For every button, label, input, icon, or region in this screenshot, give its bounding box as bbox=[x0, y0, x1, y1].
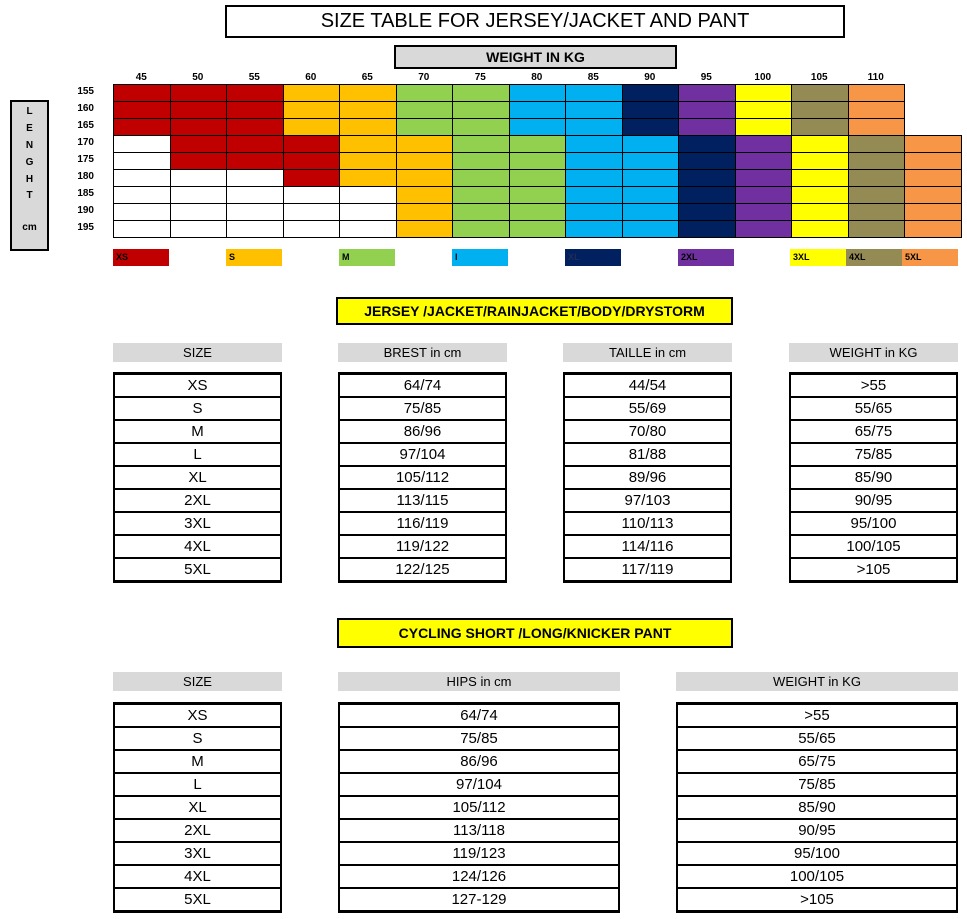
grid-cell-m bbox=[452, 101, 510, 119]
grid-cell-3xl bbox=[791, 152, 849, 170]
grid-cell-l bbox=[565, 84, 623, 102]
grid-cell-none bbox=[170, 220, 228, 238]
length-letter: N bbox=[25, 140, 34, 151]
grid-cell-xs bbox=[283, 135, 341, 153]
grid-cell-xl bbox=[678, 186, 736, 204]
grid-cell-5xl bbox=[904, 220, 962, 238]
jersey-section-title: JERSEY /JACKET/RAINJACKET/BODY/DRYSTORM bbox=[336, 297, 733, 325]
grid-cell-4xl bbox=[848, 152, 906, 170]
grid-cell-none bbox=[113, 203, 171, 221]
grid-cell-5xl bbox=[904, 169, 962, 187]
table-cell: 90/95 bbox=[789, 489, 958, 512]
grid-cell-l bbox=[622, 220, 680, 238]
weight-tick-label: 85 bbox=[587, 72, 599, 83]
grid-cell-l bbox=[565, 203, 623, 221]
grid-cell-m bbox=[509, 220, 567, 238]
table-cell: 90/95 bbox=[676, 819, 958, 842]
grid-cell-l bbox=[565, 169, 623, 187]
grid-cell-s bbox=[283, 118, 341, 136]
grid-cell-xl bbox=[678, 169, 736, 187]
height-tick-label: 180 bbox=[77, 171, 94, 183]
table-cell: 75/85 bbox=[338, 397, 507, 420]
table-cell: >105 bbox=[676, 888, 958, 911]
grid-cell-none bbox=[226, 186, 284, 204]
grid-cell-5xl bbox=[904, 203, 962, 221]
table-cell: 2XL bbox=[113, 489, 282, 512]
grid-cell-none bbox=[170, 169, 228, 187]
table-cell: XS bbox=[113, 704, 282, 727]
grid-cell-l bbox=[622, 135, 680, 153]
legend-swatch-s: S bbox=[226, 249, 282, 266]
column-header: BREST in cm bbox=[338, 343, 507, 362]
table-cell: 119/122 bbox=[338, 535, 507, 558]
table-cell: M bbox=[113, 750, 282, 773]
height-tick-label: 175 bbox=[77, 154, 94, 166]
grid-cell-m bbox=[509, 203, 567, 221]
table-cell: 65/75 bbox=[789, 420, 958, 443]
grid-cell-m bbox=[509, 169, 567, 187]
grid-cell-4xl bbox=[848, 203, 906, 221]
weight-tick-label: 110 bbox=[867, 72, 884, 83]
legend-swatch-3xl: 3XL bbox=[790, 249, 846, 266]
length-letter: G bbox=[25, 157, 34, 168]
table-cell: M bbox=[113, 420, 282, 443]
grid-cell-5xl bbox=[848, 84, 906, 102]
grid-cell-3xl bbox=[791, 203, 849, 221]
weight-tick-label: 100 bbox=[754, 72, 772, 83]
grid-cell-4xl bbox=[848, 169, 906, 187]
table-cell: 81/88 bbox=[563, 443, 732, 466]
table-cell: 75/85 bbox=[676, 773, 958, 796]
grid-cell-4xl bbox=[848, 135, 906, 153]
grid-cell-4xl bbox=[848, 220, 906, 238]
table-cell: 64/74 bbox=[338, 374, 507, 397]
table-cell: 100/105 bbox=[789, 535, 958, 558]
table-cell: >55 bbox=[789, 374, 958, 397]
legend-swatch-xl: XL bbox=[565, 249, 621, 266]
table-cell: XS bbox=[113, 374, 282, 397]
grid-cell-4xl bbox=[791, 118, 849, 136]
grid-cell-s bbox=[283, 84, 341, 102]
grid-cell-l bbox=[622, 169, 680, 187]
weight-tick-label: 65 bbox=[361, 72, 373, 83]
weight-tick-label: 80 bbox=[531, 72, 543, 83]
grid-cell-xl bbox=[678, 203, 736, 221]
grid-cell-xs bbox=[170, 101, 228, 119]
legend-swatch-5xl: 5XL bbox=[902, 249, 958, 266]
grid-cell-5xl bbox=[848, 118, 906, 136]
grid-cell-xl bbox=[622, 84, 680, 102]
table-cell: 100/105 bbox=[676, 865, 958, 888]
grid-cell-xl bbox=[622, 118, 680, 136]
table-cell: 55/65 bbox=[789, 397, 958, 420]
table-cell: L bbox=[113, 773, 282, 796]
grid-cell-none bbox=[170, 186, 228, 204]
table-cell: XL bbox=[113, 466, 282, 489]
height-tick-label: 160 bbox=[77, 103, 94, 115]
table-cell: 85/90 bbox=[789, 466, 958, 489]
grid-cell-m bbox=[452, 186, 510, 204]
legend-swatch-m: M bbox=[339, 249, 395, 266]
table-cell: 105/112 bbox=[338, 466, 507, 489]
table-cell: 89/96 bbox=[563, 466, 732, 489]
grid-cell-xl bbox=[678, 135, 736, 153]
grid-cell-s bbox=[339, 152, 397, 170]
grid-cell-m bbox=[452, 203, 510, 221]
table-cell: >105 bbox=[789, 558, 958, 581]
grid-cell-l bbox=[509, 101, 567, 119]
table-cell: 119/123 bbox=[338, 842, 620, 865]
grid-cell-xs bbox=[113, 118, 171, 136]
table-cell: 95/100 bbox=[676, 842, 958, 865]
grid-cell-2xl bbox=[735, 186, 793, 204]
grid-cell-2xl bbox=[678, 118, 736, 136]
grid-cell-s bbox=[339, 169, 397, 187]
grid-cell-3xl bbox=[735, 84, 793, 102]
weight-tick-label: 75 bbox=[474, 72, 486, 83]
length-axis-label bbox=[10, 100, 49, 251]
table-cell: 110/113 bbox=[563, 512, 732, 535]
grid-cell-l bbox=[565, 135, 623, 153]
table-cell: 127-129 bbox=[338, 888, 620, 911]
table-cell: 86/96 bbox=[338, 420, 507, 443]
grid-cell-3xl bbox=[791, 220, 849, 238]
grid-cell-2xl bbox=[678, 101, 736, 119]
table-cell: S bbox=[113, 727, 282, 750]
grid-cell-xs bbox=[170, 135, 228, 153]
grid-cell-none bbox=[113, 220, 171, 238]
grid-cell-l bbox=[565, 101, 623, 119]
weight-tick-label: 55 bbox=[248, 72, 260, 83]
height-tick-label: 195 bbox=[77, 222, 94, 234]
grid-cell-xs bbox=[113, 101, 171, 119]
grid-cell-2xl bbox=[678, 84, 736, 102]
column-header: SIZE bbox=[113, 672, 282, 691]
table-cell: >55 bbox=[676, 704, 958, 727]
length-letter: H bbox=[25, 174, 34, 185]
grid-cell-5xl bbox=[904, 186, 962, 204]
grid-cell-s bbox=[339, 84, 397, 102]
length-letter: T bbox=[26, 190, 33, 201]
grid-cell-none bbox=[113, 152, 171, 170]
table-cell: 5XL bbox=[113, 888, 282, 911]
grid-cell-xs bbox=[283, 152, 341, 170]
grid-cell-xs bbox=[226, 118, 284, 136]
grid-cell-m bbox=[509, 135, 567, 153]
grid-cell-l bbox=[565, 186, 623, 204]
grid-cell-2xl bbox=[735, 152, 793, 170]
grid-cell-s bbox=[339, 135, 397, 153]
table-cell: 4XL bbox=[113, 865, 282, 888]
grid-cell-none bbox=[339, 220, 397, 238]
table-cell: 114/116 bbox=[563, 535, 732, 558]
table-cell: 95/100 bbox=[789, 512, 958, 535]
grid-cell-s bbox=[283, 101, 341, 119]
table-cell: 55/69 bbox=[563, 397, 732, 420]
weight-tick-label: 90 bbox=[644, 72, 656, 83]
grid-cell-3xl bbox=[791, 169, 849, 187]
grid-cell-m bbox=[509, 186, 567, 204]
column-header: WEIGHT in KG bbox=[789, 343, 958, 362]
grid-cell-xs bbox=[283, 169, 341, 187]
grid-cell-none bbox=[226, 169, 284, 187]
weight-tick-label: 60 bbox=[305, 72, 317, 83]
grid-cell-m bbox=[452, 220, 510, 238]
grid-cell-m bbox=[452, 84, 510, 102]
height-tick-label: 190 bbox=[77, 205, 94, 217]
grid-cell-m bbox=[396, 101, 454, 119]
table-cell: 124/126 bbox=[338, 865, 620, 888]
grid-cell-xs bbox=[113, 84, 171, 102]
table-cell: 44/54 bbox=[563, 374, 732, 397]
grid-cell-m bbox=[452, 152, 510, 170]
grid-cell-s bbox=[396, 203, 454, 221]
grid-cell-xs bbox=[170, 152, 228, 170]
grid-cell-m bbox=[452, 118, 510, 136]
table-cell: 86/96 bbox=[338, 750, 620, 773]
grid-cell-l bbox=[565, 152, 623, 170]
grid-cell-3xl bbox=[791, 135, 849, 153]
legend-swatch-xs: XS bbox=[113, 249, 169, 266]
grid-cell-s bbox=[339, 101, 397, 119]
table-cell: 97/103 bbox=[563, 489, 732, 512]
table-cell: 97/104 bbox=[338, 443, 507, 466]
grid-cell-s bbox=[396, 169, 454, 187]
grid-cell-m bbox=[509, 152, 567, 170]
grid-cell-none bbox=[113, 186, 171, 204]
grid-cell-none bbox=[339, 186, 397, 204]
grid-cell-m bbox=[452, 135, 510, 153]
grid-cell-xs bbox=[226, 84, 284, 102]
weight-tick-label: 70 bbox=[418, 72, 430, 83]
grid-cell-none bbox=[339, 203, 397, 221]
grid-cell-none bbox=[170, 203, 228, 221]
grid-cell-2xl bbox=[735, 135, 793, 153]
legend-swatch-2xl: 2XL bbox=[678, 249, 734, 266]
grid-cell-s bbox=[396, 186, 454, 204]
grid-cell-l bbox=[509, 118, 567, 136]
grid-cell-5xl bbox=[904, 135, 962, 153]
table-cell: L bbox=[113, 443, 282, 466]
grid-cell-5xl bbox=[904, 152, 962, 170]
grid-cell-l bbox=[622, 203, 680, 221]
grid-cell-l bbox=[565, 220, 623, 238]
table-cell: 55/65 bbox=[676, 727, 958, 750]
grid-cell-none bbox=[283, 186, 341, 204]
grid-cell-3xl bbox=[791, 186, 849, 204]
height-tick-label: 165 bbox=[77, 120, 94, 132]
weight-tick-label: 50 bbox=[192, 72, 204, 83]
grid-cell-xs bbox=[170, 84, 228, 102]
table-cell: 3XL bbox=[113, 512, 282, 535]
column-header: HIPS in cm bbox=[338, 672, 620, 691]
column-header: TAILLE in cm bbox=[563, 343, 732, 362]
grid-cell-m bbox=[396, 118, 454, 136]
grid-cell-s bbox=[396, 220, 454, 238]
weight-tick-label: 95 bbox=[700, 72, 712, 83]
table-cell: 113/115 bbox=[338, 489, 507, 512]
table-cell: 2XL bbox=[113, 819, 282, 842]
grid-cell-2xl bbox=[735, 203, 793, 221]
length-unit: cm bbox=[22, 222, 37, 233]
weight-header: WEIGHT IN KG bbox=[394, 45, 677, 69]
table-cell: 65/75 bbox=[676, 750, 958, 773]
grid-cell-4xl bbox=[848, 186, 906, 204]
short-section-title: CYCLING SHORT /LONG/KNICKER PANT bbox=[337, 618, 733, 648]
column-header: WEIGHT in KG bbox=[676, 672, 958, 691]
grid-cell-xs bbox=[226, 152, 284, 170]
column-header: SIZE bbox=[113, 343, 282, 362]
grid-cell-l bbox=[509, 84, 567, 102]
table-cell: XL bbox=[113, 796, 282, 819]
grid-cell-xl bbox=[622, 101, 680, 119]
grid-cell-none bbox=[283, 203, 341, 221]
grid-cell-xs bbox=[226, 135, 284, 153]
table-cell: S bbox=[113, 397, 282, 420]
grid-cell-xs bbox=[226, 101, 284, 119]
legend-swatch-l: l bbox=[452, 249, 508, 266]
grid-cell-s bbox=[396, 152, 454, 170]
legend-swatch-4xl: 4XL bbox=[846, 249, 902, 266]
length-letter: L bbox=[26, 106, 33, 117]
grid-cell-2xl bbox=[735, 169, 793, 187]
height-tick-label: 155 bbox=[77, 86, 94, 97]
grid-cell-none bbox=[226, 203, 284, 221]
grid-cell-4xl bbox=[791, 84, 849, 102]
table-cell: 105/112 bbox=[338, 796, 620, 819]
grid-cell-4xl bbox=[791, 101, 849, 119]
table-cell: 5XL bbox=[113, 558, 282, 581]
grid-cell-2xl bbox=[735, 220, 793, 238]
table-cell: 3XL bbox=[113, 842, 282, 865]
grid-cell-m bbox=[452, 169, 510, 187]
grid-cell-none bbox=[113, 135, 171, 153]
grid-cell-none bbox=[113, 169, 171, 187]
table-cell: 75/85 bbox=[338, 727, 620, 750]
table-cell: 70/80 bbox=[563, 420, 732, 443]
grid-cell-l bbox=[565, 118, 623, 136]
grid-cell-3xl bbox=[735, 101, 793, 119]
table-cell: 75/85 bbox=[789, 443, 958, 466]
grid-cell-xl bbox=[678, 152, 736, 170]
table-cell: 85/90 bbox=[676, 796, 958, 819]
grid-cell-l bbox=[622, 152, 680, 170]
weight-tick-label: 105 bbox=[810, 72, 828, 83]
grid-cell-m bbox=[396, 84, 454, 102]
table-cell: 116/119 bbox=[338, 512, 507, 535]
grid-cell-3xl bbox=[735, 118, 793, 136]
grid-cell-none bbox=[226, 220, 284, 238]
table-cell: 64/74 bbox=[338, 704, 620, 727]
grid-cell-5xl bbox=[848, 101, 906, 119]
length-letter: E bbox=[26, 123, 33, 134]
grid-cell-none bbox=[283, 220, 341, 238]
grid-cell-xs bbox=[170, 118, 228, 136]
table-cell: 97/104 bbox=[338, 773, 620, 796]
grid-cell-s bbox=[396, 135, 454, 153]
weight-tick-label: 45 bbox=[135, 72, 147, 83]
grid-cell-l bbox=[622, 186, 680, 204]
grid-cell-s bbox=[339, 118, 397, 136]
height-tick-label: 170 bbox=[77, 137, 94, 149]
table-cell: 113/118 bbox=[338, 819, 620, 842]
table-cell: 4XL bbox=[113, 535, 282, 558]
height-tick-label: 185 bbox=[77, 188, 94, 200]
table-cell: 117/119 bbox=[563, 558, 732, 581]
page-title: SIZE TABLE FOR JERSEY/JACKET AND PANT bbox=[225, 5, 845, 38]
grid-cell-xl bbox=[678, 220, 736, 238]
table-cell: 122/125 bbox=[338, 558, 507, 581]
